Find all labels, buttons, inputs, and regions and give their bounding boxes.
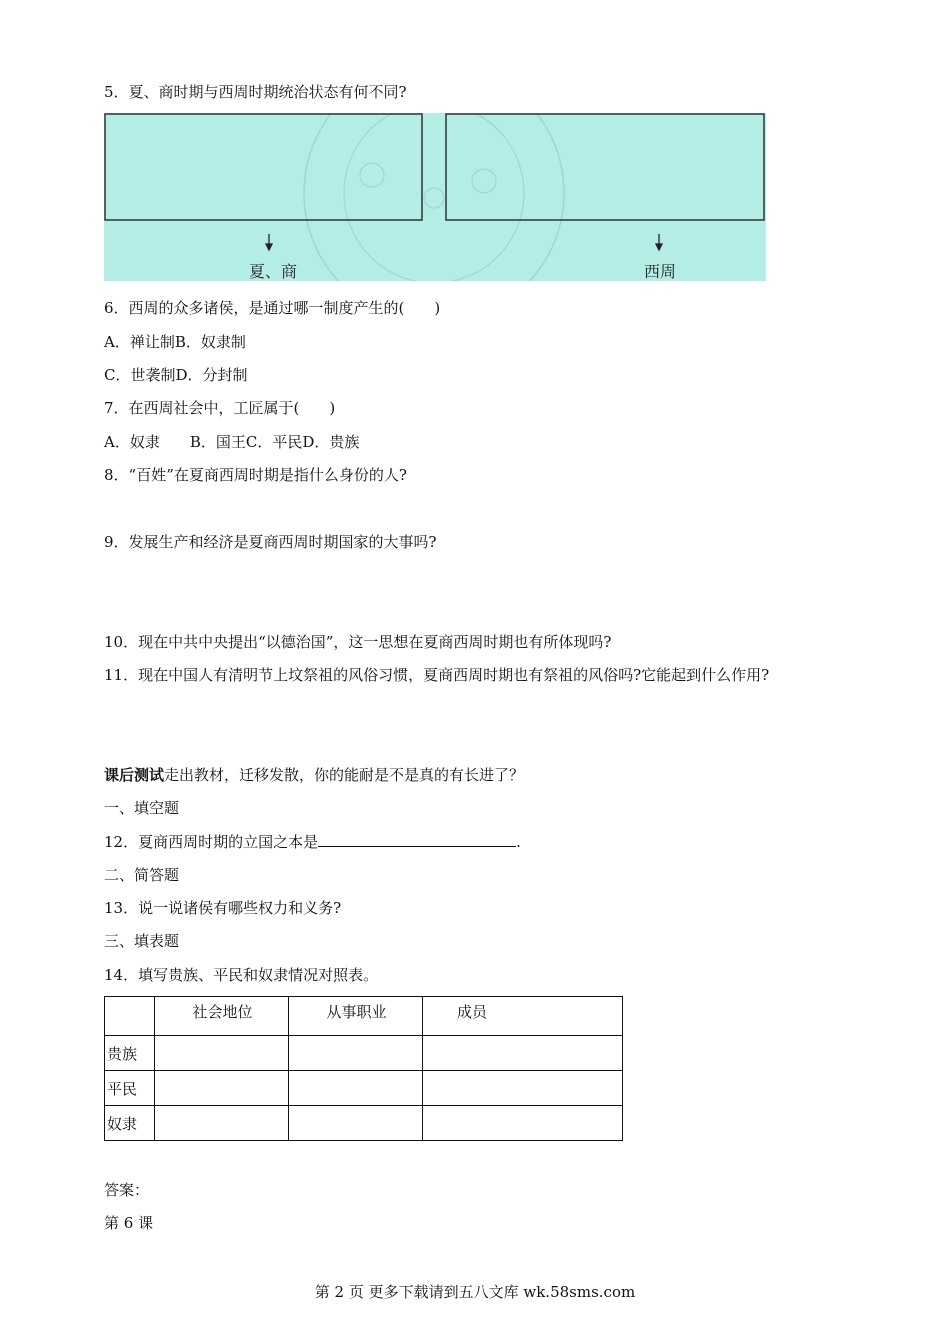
table-header-row [105, 997, 623, 1036]
question-6: 6．西周的众多诸侯，是通过哪一制度产生的( ) [104, 299, 441, 317]
section-fill-blank: 一、填空题 [104, 799, 180, 817]
structure-diagram [104, 113, 766, 281]
page-footer: 第 2 页 更多下载请到五八文库 wk.58sms.com [314, 1283, 636, 1301]
question-11: 11．现在中国人有清明节上坟祭祖的风俗习惯，夏商西周时期也有祭祖的风俗吗?它能起到什么作用? [104, 666, 770, 684]
section-fill-table: 三、填表题 [104, 932, 180, 950]
left-label: 夏、商 [249, 262, 298, 281]
table-cell[interactable] [423, 1106, 623, 1141]
table-cell[interactable] [155, 1106, 289, 1141]
question-5: 5．夏、商时期与西周时期统治状态有何不同? [104, 83, 407, 101]
after-class-test-heading [104, 765, 524, 785]
header-occupation: 从事职业 [289, 997, 423, 1036]
question-8: 8．“百姓”在夏商西周时期是指什么身份的人? [104, 466, 407, 484]
question-9: 9．发展生产和经济是夏商西周时期国家的大事吗? [104, 533, 437, 551]
table-row [105, 1106, 623, 1141]
row-label-slaves: 奴隶 [105, 1106, 155, 1141]
table-cell[interactable] [289, 1071, 423, 1106]
table-row [105, 1071, 623, 1106]
lesson-label: 第 6 课 [104, 1214, 154, 1232]
q12-answer-blank[interactable] [318, 832, 516, 847]
question-13: 13．说一说诸侯有哪些权力和义务? [104, 899, 342, 917]
table-cell[interactable] [423, 1071, 623, 1106]
table-cell[interactable] [155, 1036, 289, 1071]
section-short-answer: 二、简答题 [104, 866, 180, 884]
answers-label: 答案： [104, 1181, 150, 1199]
q12-period: . [516, 833, 521, 851]
table-cell[interactable] [423, 1036, 623, 1071]
q7-options: A．奴隶 B．国王C．平民D．贵族 [104, 433, 360, 451]
question-7: 7．在西周社会中，工匠属于( ) [104, 399, 336, 417]
q6-options-ab: A．禅让制B．奴隶制 [104, 333, 246, 351]
table-cell[interactable] [155, 1071, 289, 1106]
test-subtitle: 走出教材，迁移发散，你的能耐是不是真的有长进了？ [164, 766, 525, 784]
question-14: 14．填写贵族、平民和奴隶情况对照表。 [104, 966, 379, 984]
comparison-table [104, 996, 623, 1141]
q12-text: 12．夏商西周时期的立国之本是 [104, 833, 319, 851]
table-row [105, 1036, 623, 1071]
comparison-figure [104, 113, 766, 281]
row-label-commoners: 平民 [105, 1071, 155, 1106]
table-cell[interactable] [289, 1036, 423, 1071]
q6-options-cd: C．世袭制D．分封制 [104, 366, 248, 384]
figure-background [104, 113, 766, 281]
row-label-nobility: 贵族 [105, 1036, 155, 1071]
table-cell[interactable] [289, 1106, 423, 1141]
header-social-status: 社会地位 [155, 997, 289, 1036]
question-10: 10．现在中共中央提出“以德治国”，这一思想在夏商西周时期也有所体现吗? [104, 633, 612, 651]
header-members: 成员 [423, 997, 623, 1036]
question-12 [104, 832, 521, 852]
test-title: 课后测试 [104, 766, 165, 784]
header-empty-cell [105, 997, 155, 1036]
right-label: 西周 [644, 262, 677, 281]
